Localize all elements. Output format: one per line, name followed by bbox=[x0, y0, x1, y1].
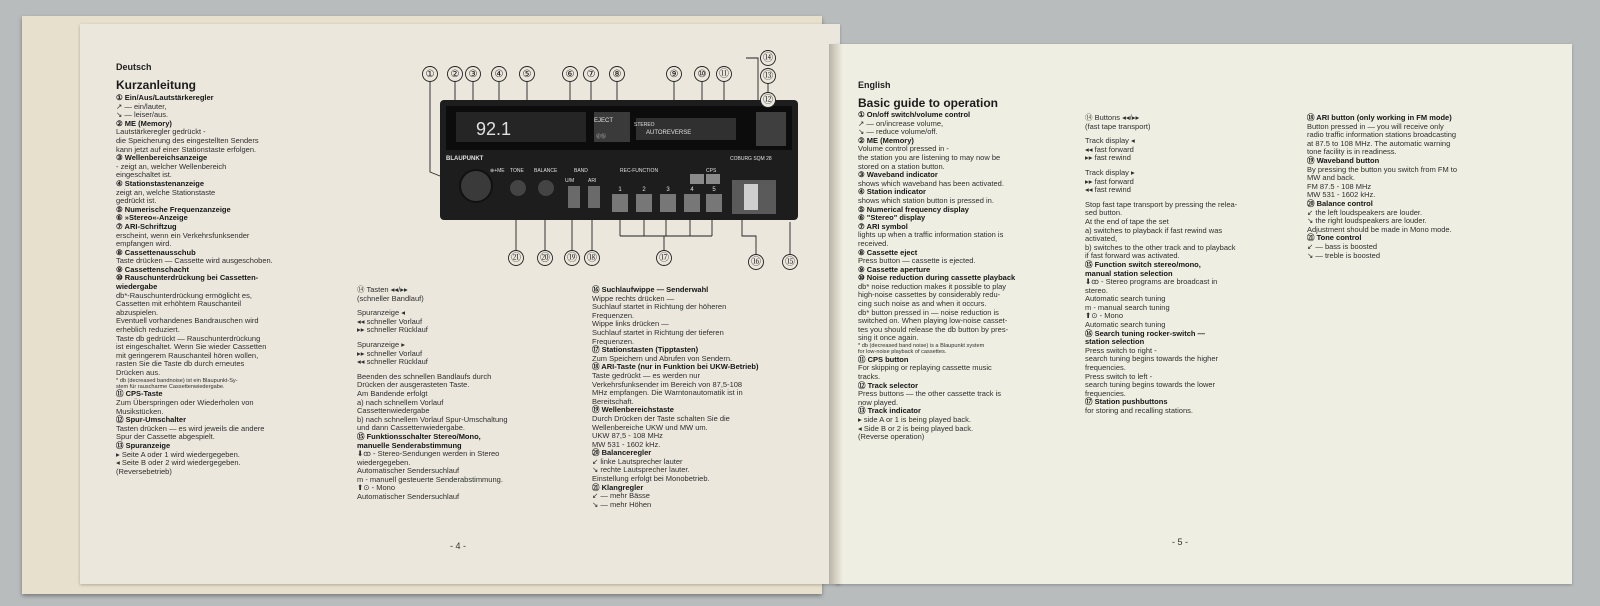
svg-text:⑭: ⑭ bbox=[763, 53, 773, 65]
text-line: a) nach schnellem Vorlauf bbox=[357, 397, 444, 407]
text-line: b) nach schnellem Vorlauf Spur-Umschaltung bbox=[357, 414, 508, 424]
text-line: ▸▸ fast rewind bbox=[1085, 153, 1131, 163]
text-line: frequencies. bbox=[1085, 363, 1126, 373]
text-line: For skipping or replaying cassette music bbox=[858, 363, 992, 373]
callouts-top bbox=[423, 51, 776, 108]
item-heading: station selection bbox=[1085, 337, 1145, 347]
svg-text:⑱: ⑱ bbox=[587, 253, 597, 265]
book-spine bbox=[829, 44, 843, 584]
balance-knob[interactable] bbox=[538, 180, 554, 196]
text-line: Bereitschaft. bbox=[592, 396, 634, 406]
text-line: activated, bbox=[1085, 234, 1118, 244]
svg-text:REC-FUNCTION: REC-FUNCTION bbox=[620, 168, 659, 174]
text-line: if fast forward was activated. bbox=[1085, 251, 1180, 261]
callout-number bbox=[783, 255, 798, 270]
text-line: abzuspielen. bbox=[116, 307, 159, 317]
text-line: Cassetten mit erhöhtem Rauschanteil bbox=[116, 299, 242, 309]
text-line: ↙ — bass is boosted bbox=[1307, 241, 1378, 251]
item-heading: ⑰ Stationstasten (Tipptasten) bbox=[592, 345, 699, 355]
text-line: ▸ Seite A oder 1 wird wiedergegeben. bbox=[116, 449, 240, 459]
text-line: erscheint, wenn ein Verkehrsfunksender bbox=[116, 230, 250, 240]
text-line: Drücken aus. bbox=[116, 368, 161, 377]
text-line: tes you should release the db button by pres- bbox=[858, 324, 1009, 334]
preset-label: 1 bbox=[618, 187, 622, 193]
eject-button[interactable] bbox=[690, 174, 704, 184]
svg-text:⑳: ⑳ bbox=[540, 253, 550, 265]
cps-button[interactable] bbox=[706, 174, 720, 184]
text-line: ⬇ꝏ - Stereo programs are broadcast in bbox=[1085, 277, 1218, 287]
item-heading: ② ME (Memory) bbox=[116, 118, 172, 128]
text-line: ◂◂ schneller Vorlauf bbox=[357, 316, 423, 326]
text-line: Wippe links drücken — bbox=[592, 319, 669, 329]
text-line: db*-Rauschunterdrückung ermöglicht es, bbox=[116, 290, 252, 300]
text-line: und dann Cassettenwiedergabe. bbox=[357, 423, 465, 433]
svg-text:②: ② bbox=[450, 69, 460, 81]
text-line: FM 87.5 - 108 MHz bbox=[1307, 181, 1372, 191]
text-line: the station you are listening to may now be bbox=[858, 152, 1001, 162]
right-column-3 bbox=[1307, 114, 1517, 260]
svg-text:㉑: ㉑ bbox=[511, 253, 521, 265]
text-line: Lautstärkeregler gedrückt - bbox=[116, 127, 206, 137]
callout-number bbox=[563, 67, 578, 82]
text-line: now played. bbox=[858, 397, 899, 407]
footnote-line: * db (decreased band noise) is a Blaupunkt system bbox=[858, 343, 985, 350]
svg-text:⑦: ⑦ bbox=[586, 69, 596, 81]
item-heading: ⑨ Cassettenschacht bbox=[116, 264, 190, 274]
svg-text:⑰: ⑰ bbox=[659, 253, 669, 265]
text-line: db* noise reduction makes it possible to play bbox=[858, 281, 1007, 291]
text-line: a) switches to playback if fast rewind was bbox=[1085, 225, 1223, 235]
text-line: MHz empfangen. Die Warntonautomatik ist in bbox=[592, 388, 743, 398]
text-line: ▸▸ schneller Rücklauf bbox=[357, 325, 428, 335]
item-heading: ⑯ Search tuning rocker-switch — bbox=[1085, 328, 1206, 338]
language-label-de: Deutsch bbox=[116, 62, 152, 72]
text-line: ▸▸ fast forward bbox=[1085, 176, 1134, 186]
text-line: ⬆⊙ - Mono bbox=[357, 483, 395, 493]
text-line: By pressing the button you switch from FM to bbox=[1307, 164, 1458, 174]
text-line: Taste db gedrückt — Rauschunterdrückung bbox=[116, 333, 261, 343]
item-heading: ③ Wellenbereichsanzeige bbox=[116, 153, 208, 163]
text-line: Press button — cassette is ejected. bbox=[858, 256, 976, 266]
text-line: ↗ — on/increase volume, bbox=[858, 118, 944, 128]
text-line: shows which station button is pressed in. bbox=[858, 195, 994, 205]
item-heading: ② ME (Memory) bbox=[858, 135, 914, 145]
text-line: Wellenbereiche UKW und MW um. bbox=[592, 422, 708, 432]
volume-knob[interactable] bbox=[460, 170, 492, 202]
callout-number bbox=[585, 251, 600, 266]
item-heading: ⑮ Function switch stereo/mono, bbox=[1085, 259, 1201, 269]
text-line: Drücken der ausgerasteten Taste. bbox=[357, 380, 470, 390]
item-heading: ⑪ CPS button bbox=[858, 354, 909, 364]
text-line: ↙ linke Lautsprecher lauter bbox=[592, 456, 683, 466]
svg-text:COBURG SQM 28: COBURG SQM 28 bbox=[730, 156, 772, 162]
text-line: Taste drücken — Cassette wird ausgeschoben. bbox=[116, 256, 273, 266]
item-heading: ⑮ Funktionsschalter Stereo/Mono, bbox=[357, 431, 481, 441]
callout-number bbox=[520, 67, 535, 82]
tone-knob[interactable] bbox=[510, 180, 526, 196]
text-line: Adjustment should be made in Mono mode. bbox=[1307, 224, 1452, 234]
text-line: tracks. bbox=[858, 372, 881, 382]
svg-text:⑨: ⑨ bbox=[669, 69, 679, 81]
text-line: rasten Sie die Taste db durch erneutes bbox=[116, 359, 245, 369]
text-line: Wippe rechts drücken — bbox=[592, 293, 675, 303]
text-line: MW 531 - 1602 kHz. bbox=[592, 439, 661, 449]
item-heading: ⑱ ARI button (only working in FM mode) bbox=[1307, 113, 1452, 122]
item-heading: ⑦ ARI symbol bbox=[858, 221, 908, 231]
callout-number bbox=[761, 93, 776, 108]
text-line: Durch Drücken der Taste schalten Sie die bbox=[592, 413, 730, 423]
item-heading: ③ Waveband indicator bbox=[858, 170, 938, 180]
svg-text:③: ③ bbox=[468, 69, 478, 81]
text-line: ◂◂ schneller Rücklauf bbox=[357, 357, 428, 367]
page-number-right: - 5 - bbox=[1172, 537, 1189, 547]
language-label-en: English bbox=[858, 80, 891, 90]
item-heading: ⑯ Suchlaufwippe — Senderwahl bbox=[592, 285, 709, 294]
item-heading: ⑫ Spur-Umschalter bbox=[116, 415, 187, 425]
item-heading: ⑩ Rauschunterdrückung bei Cassetten- bbox=[116, 273, 259, 283]
text-line: ⑭ Buttons ◂◂/▸▸ bbox=[1085, 113, 1140, 122]
item-heading: ⑦ ARI-Schriftzug bbox=[116, 221, 177, 231]
item-heading: ⑲ Wellenbereichstaste bbox=[592, 405, 674, 415]
text-line: ◂◂ fast forward bbox=[1085, 144, 1134, 154]
text-line: mit geringerem Rauschanteil hören wollen, bbox=[116, 350, 259, 360]
preset-label: 3 bbox=[666, 187, 670, 193]
text-line: MW 531 - 1602 kHz. bbox=[1307, 190, 1376, 200]
text-line: high-noise cassettes by considerably redu- bbox=[858, 290, 1001, 300]
item-heading: ④ Station indicator bbox=[858, 187, 926, 197]
text-line: zeigt an, welche Stationstaste bbox=[116, 187, 216, 197]
text-line: ↘ — mehr Höhen bbox=[592, 499, 652, 509]
text-line: ▸▸ schneller Vorlauf bbox=[357, 348, 423, 358]
text-line: switched on. When playing low-noise casset- bbox=[858, 316, 1008, 326]
text-line: Automatischer Sendersuchlauf bbox=[357, 492, 460, 502]
preset-label: 4 bbox=[690, 187, 694, 193]
item-heading: ⑤ Numerische Frequenzanzeige bbox=[116, 204, 231, 214]
footnote-line: stem für rauscharme Cassettenwiedergabe. bbox=[116, 384, 225, 390]
svg-text:⑬: ⑬ bbox=[763, 71, 773, 83]
callout-number bbox=[657, 251, 672, 266]
text-line: Verkehrsfunksender im Bereich von 87,5-108 bbox=[592, 379, 743, 389]
item-heading: ⑳ Balance control bbox=[1307, 198, 1373, 208]
text-line: Musikstücken. bbox=[116, 406, 164, 416]
text-line: die Speicherung des eingestellten Senders bbox=[116, 135, 259, 145]
page-number-left: - 4 - bbox=[450, 541, 467, 551]
item-heading: ① On/off switch/volume control bbox=[858, 110, 971, 119]
ari-button[interactable] bbox=[588, 186, 600, 208]
text-line: ist eingeschaltet. Wenn Sie wieder Cassetten bbox=[116, 342, 267, 352]
left-column-3 bbox=[592, 286, 792, 509]
right-column-1 bbox=[858, 111, 1070, 442]
callout-number bbox=[448, 67, 463, 82]
text-line: Frequenzen. bbox=[592, 336, 635, 346]
callout-number bbox=[761, 51, 776, 66]
text-line: (Reversebetrieb) bbox=[116, 466, 172, 476]
text-line: ↘ the right loudspeakers are louder. bbox=[1307, 216, 1427, 226]
text-line: ↘ rechte Lautsprecher lauter. bbox=[592, 465, 690, 475]
item-heading: ㉑ Klangregler bbox=[592, 482, 644, 492]
item-heading: ⑧ Cassettenausschub bbox=[116, 247, 196, 257]
preset-label: 5 bbox=[712, 187, 716, 193]
text-line: Suchlauf startet in Richtung der höheren bbox=[592, 302, 727, 312]
text-line: search tuning begins towards the lower bbox=[1085, 380, 1216, 390]
text-line: ↙ the left loudspeakers are louder. bbox=[1307, 207, 1423, 217]
text-line: Cassettenwiedergabe bbox=[357, 406, 430, 416]
callout-number bbox=[466, 67, 481, 82]
text-line: Zum Überspringen oder Wiederholen von bbox=[116, 398, 254, 407]
svg-text:⑮: ⑮ bbox=[785, 257, 795, 269]
radio-diagram bbox=[410, 46, 810, 272]
text-line: (Reverse operation) bbox=[858, 432, 925, 442]
svg-text:CPS: CPS bbox=[706, 168, 717, 174]
svg-text:ARI: ARI bbox=[588, 178, 597, 184]
text-line: search tuning begins towards the higher bbox=[1085, 354, 1219, 364]
item-heading: ⑬ Spuranzeige bbox=[116, 440, 171, 450]
svg-text:ⓓⓑ: ⓓⓑ bbox=[596, 134, 607, 140]
text-line: Am Bandende erfolgt bbox=[357, 388, 428, 398]
footnote-line: for low-noise playback of cassettes. bbox=[858, 349, 947, 356]
text-line: m - manuell gesteuerte Senderabstimmung. bbox=[357, 474, 503, 484]
text-line: empfangen wird. bbox=[116, 239, 172, 249]
text-line: Suchlauf startet in Richtung der tieferen bbox=[592, 327, 724, 337]
item-heading: ① Ein/Aus/Lautstärkeregler bbox=[116, 93, 214, 102]
callout-number bbox=[492, 67, 507, 82]
text-line: stored on a station button. bbox=[858, 161, 945, 171]
item-heading: ⑪ CPS-Taste bbox=[116, 389, 163, 399]
item-heading: ⑰ Station pushbuttons bbox=[1085, 397, 1168, 407]
text-line: Automatischer Sendersuchlauf bbox=[357, 466, 460, 476]
svg-text:U/M: U/M bbox=[565, 178, 575, 184]
svg-text:⑩: ⑩ bbox=[697, 69, 707, 81]
text-line: ↘ — treble is boosted bbox=[1307, 250, 1380, 260]
text-line: ⬇ꝏ - Stereo-Sendungen werden in Stereo bbox=[357, 449, 500, 459]
right-column-2 bbox=[1085, 114, 1295, 416]
text-line: ⑭ Tasten ◂◂/▸▸ bbox=[357, 285, 408, 294]
svg-text:⑪: ⑪ bbox=[719, 69, 729, 81]
text-line: Einstellung erfolgt bei Monobetrieb. bbox=[592, 474, 710, 484]
text-line: Track display ▸ bbox=[1085, 167, 1135, 177]
svg-text:⑥: ⑥ bbox=[565, 69, 575, 81]
text-line: Button pressed in — you will receive only bbox=[1307, 121, 1444, 131]
item-heading: ④ Stationstastenanzeige bbox=[116, 178, 204, 188]
text-line: Frequenzen. bbox=[592, 310, 635, 320]
callout-number bbox=[423, 67, 438, 82]
item-heading: ⑳ Balanceregler bbox=[592, 448, 652, 458]
svg-text:⑯: ⑯ bbox=[751, 257, 761, 269]
text-line: Automatic search tuning bbox=[1085, 294, 1166, 304]
item-heading: ⑲ Waveband button bbox=[1307, 155, 1380, 165]
text-line: Taste gedrückt — es werden nur bbox=[592, 370, 700, 380]
callout-number bbox=[538, 251, 553, 266]
text-line: ◂◂ fast rewind bbox=[1085, 185, 1131, 195]
text-line: at 87.5 to 108 MHz. The automatic warning bbox=[1307, 138, 1451, 148]
text-line: ◂ Seite B oder 2 wird wiedergegeben. bbox=[116, 458, 241, 468]
item-heading: ㉑ Tone control bbox=[1307, 233, 1362, 243]
svg-text:BAND: BAND bbox=[574, 168, 588, 174]
text-line: Volume control pressed in - bbox=[858, 144, 949, 154]
item-heading: ⑩ Noise reduction during cassette playback bbox=[858, 273, 1016, 283]
page-title-en: Basic guide to operation bbox=[858, 96, 999, 110]
text-line: ▸ side A or 1 is being played back. bbox=[858, 415, 972, 424]
item-heading: ⑫ Track selector bbox=[858, 380, 919, 390]
svg-text:⑧: ⑧ bbox=[612, 69, 622, 81]
callout-number bbox=[584, 67, 599, 82]
text-line: Spur der Cassette abgespielt. bbox=[116, 432, 215, 442]
text-line: Stop fast tape transport by pressing the relea- bbox=[1085, 199, 1238, 209]
text-line: stereo. bbox=[1085, 285, 1108, 295]
text-line: Press switch to left - bbox=[1085, 371, 1153, 381]
text-line: lights up when a traffic information station is bbox=[858, 230, 1004, 240]
item-heading: ⑥ "Stereo" display bbox=[858, 213, 926, 223]
svg-text:①: ① bbox=[425, 69, 435, 81]
item-heading: ⑤ Numerical frequency display bbox=[858, 204, 969, 214]
text-line: ↘ — leiser/aus. bbox=[116, 110, 169, 120]
text-line: Press switch to right - bbox=[1085, 345, 1157, 355]
text-line: ↗ — ein/lauter, bbox=[116, 101, 167, 111]
text-line: wiedergegeben. bbox=[357, 457, 411, 467]
text-line: radio traffic information stations broadcasting bbox=[1307, 130, 1457, 140]
text-line: sed button. bbox=[1085, 208, 1123, 218]
text-line: cing such noise as and when it occurs. bbox=[858, 299, 987, 309]
svg-text:BALANCE: BALANCE bbox=[534, 168, 558, 174]
text-line: Track display ◂ bbox=[1085, 136, 1135, 146]
preset-label: 2 bbox=[642, 187, 646, 193]
text-line: Spuranzeige ▸ bbox=[357, 339, 405, 349]
callout-number bbox=[565, 251, 580, 266]
callouts-bottom bbox=[509, 251, 798, 270]
text-line: ↘ — reduce volume/off. bbox=[858, 127, 938, 137]
text-line: eingeschaltet ist. bbox=[116, 170, 172, 180]
svg-text:⑫: ⑫ bbox=[763, 95, 773, 107]
text-line: Spuranzeige ◂ bbox=[357, 308, 405, 318]
text-line: b) switches to the other track and to playback bbox=[1085, 242, 1236, 252]
svg-text:④: ④ bbox=[494, 69, 504, 81]
text-line: (fast tape transport) bbox=[1085, 121, 1151, 131]
svg-text:⑤: ⑤ bbox=[522, 69, 532, 81]
text-line: sing it once again. bbox=[858, 333, 919, 343]
text-line: Eventuell vorhandenes Bandrauschen wird bbox=[116, 316, 259, 326]
text-line: frequencies. bbox=[1085, 388, 1126, 398]
item-heading: ⑬ Track indicator bbox=[858, 406, 921, 416]
svg-text:STEREO: STEREO bbox=[634, 122, 655, 128]
text-line: Zum Speichern und Abrufen von Sendern. bbox=[592, 353, 733, 363]
callout-number bbox=[761, 69, 776, 84]
svg-text:TONE: TONE bbox=[510, 168, 524, 174]
text-line: MW and back. bbox=[1307, 173, 1355, 183]
text-line: Press buttons — the other cassette track is bbox=[858, 389, 1001, 399]
text-line: Beenden des schnellen Bandlaufs durch bbox=[357, 371, 492, 381]
svg-text:⊕+ME: ⊕+ME bbox=[490, 168, 505, 174]
svg-text:⑲: ⑲ bbox=[567, 253, 577, 265]
text-line: At the end of tape the set bbox=[1085, 216, 1169, 226]
callout-number bbox=[695, 67, 710, 82]
svg-text:EJECT: EJECT bbox=[594, 118, 614, 124]
left-column-2 bbox=[357, 286, 557, 502]
text-line: (schneller Bandlauf) bbox=[357, 293, 424, 303]
page-title-de: Kurzanleitung bbox=[116, 78, 196, 92]
text-line: ⬆⊙ - Mono bbox=[1085, 311, 1123, 321]
item-heading: wiedergabe bbox=[116, 282, 158, 292]
text-line: for storing and recalling stations. bbox=[1085, 406, 1193, 415]
callout-number bbox=[717, 67, 732, 82]
text-line: - zeigt an, welcher Wellenbereich bbox=[116, 161, 227, 171]
text-line: Automatic search tuning bbox=[1085, 320, 1166, 330]
text-line: Tasten drücken — es wird jeweils die andere bbox=[116, 423, 265, 433]
text-line: ◂ Side B or 2 is being played back. bbox=[858, 423, 974, 433]
svg-text:AUTOREVERSE: AUTOREVERSE bbox=[646, 130, 692, 136]
left-column-1 bbox=[116, 94, 328, 476]
text-line: db* button pressed in — noise reduction is bbox=[858, 307, 999, 317]
callout-number bbox=[610, 67, 625, 82]
item-heading: manuelle Senderabstimmung bbox=[357, 440, 462, 450]
text-line: m - manual search tuning bbox=[1085, 302, 1170, 312]
footnote-line: * db (decreased bandnoise) ist ein Blaupunkt-Sy- bbox=[116, 377, 238, 384]
text-line: ↙ — mehr Bässe bbox=[592, 491, 650, 501]
callout-number bbox=[667, 67, 682, 82]
text-line: gedrückt ist. bbox=[116, 196, 157, 206]
item-heading: manual station selection bbox=[1085, 268, 1173, 278]
band-button[interactable] bbox=[568, 186, 580, 208]
item-heading: ⑨ Cassette aperture bbox=[858, 264, 931, 274]
text-line: received. bbox=[858, 238, 889, 248]
svg-text:BLAUPUNKT: BLAUPUNKT bbox=[446, 156, 484, 162]
callout-number bbox=[509, 251, 524, 266]
text-line: tone facility is in readiness. bbox=[1307, 147, 1397, 157]
item-heading: ⑧ Cassette eject bbox=[858, 247, 918, 257]
text-line: erheblich reduziert. bbox=[116, 325, 180, 335]
callout-number bbox=[749, 255, 764, 270]
item-heading: ⑱ ARI-Taste (nur in Funktion bei UKW-Betrieb) bbox=[592, 362, 759, 372]
text-line: UKW 87,5 - 108 MHz bbox=[592, 431, 663, 441]
text-line: kann jetzt auf einer Stationstaste erfolgen. bbox=[116, 144, 257, 154]
text-line: shows which waveband has been activated. bbox=[858, 178, 1004, 188]
item-heading: ⑥ »Stereo«-Anzeige bbox=[116, 213, 188, 223]
svg-text:92.1: 92.1 bbox=[476, 119, 512, 139]
